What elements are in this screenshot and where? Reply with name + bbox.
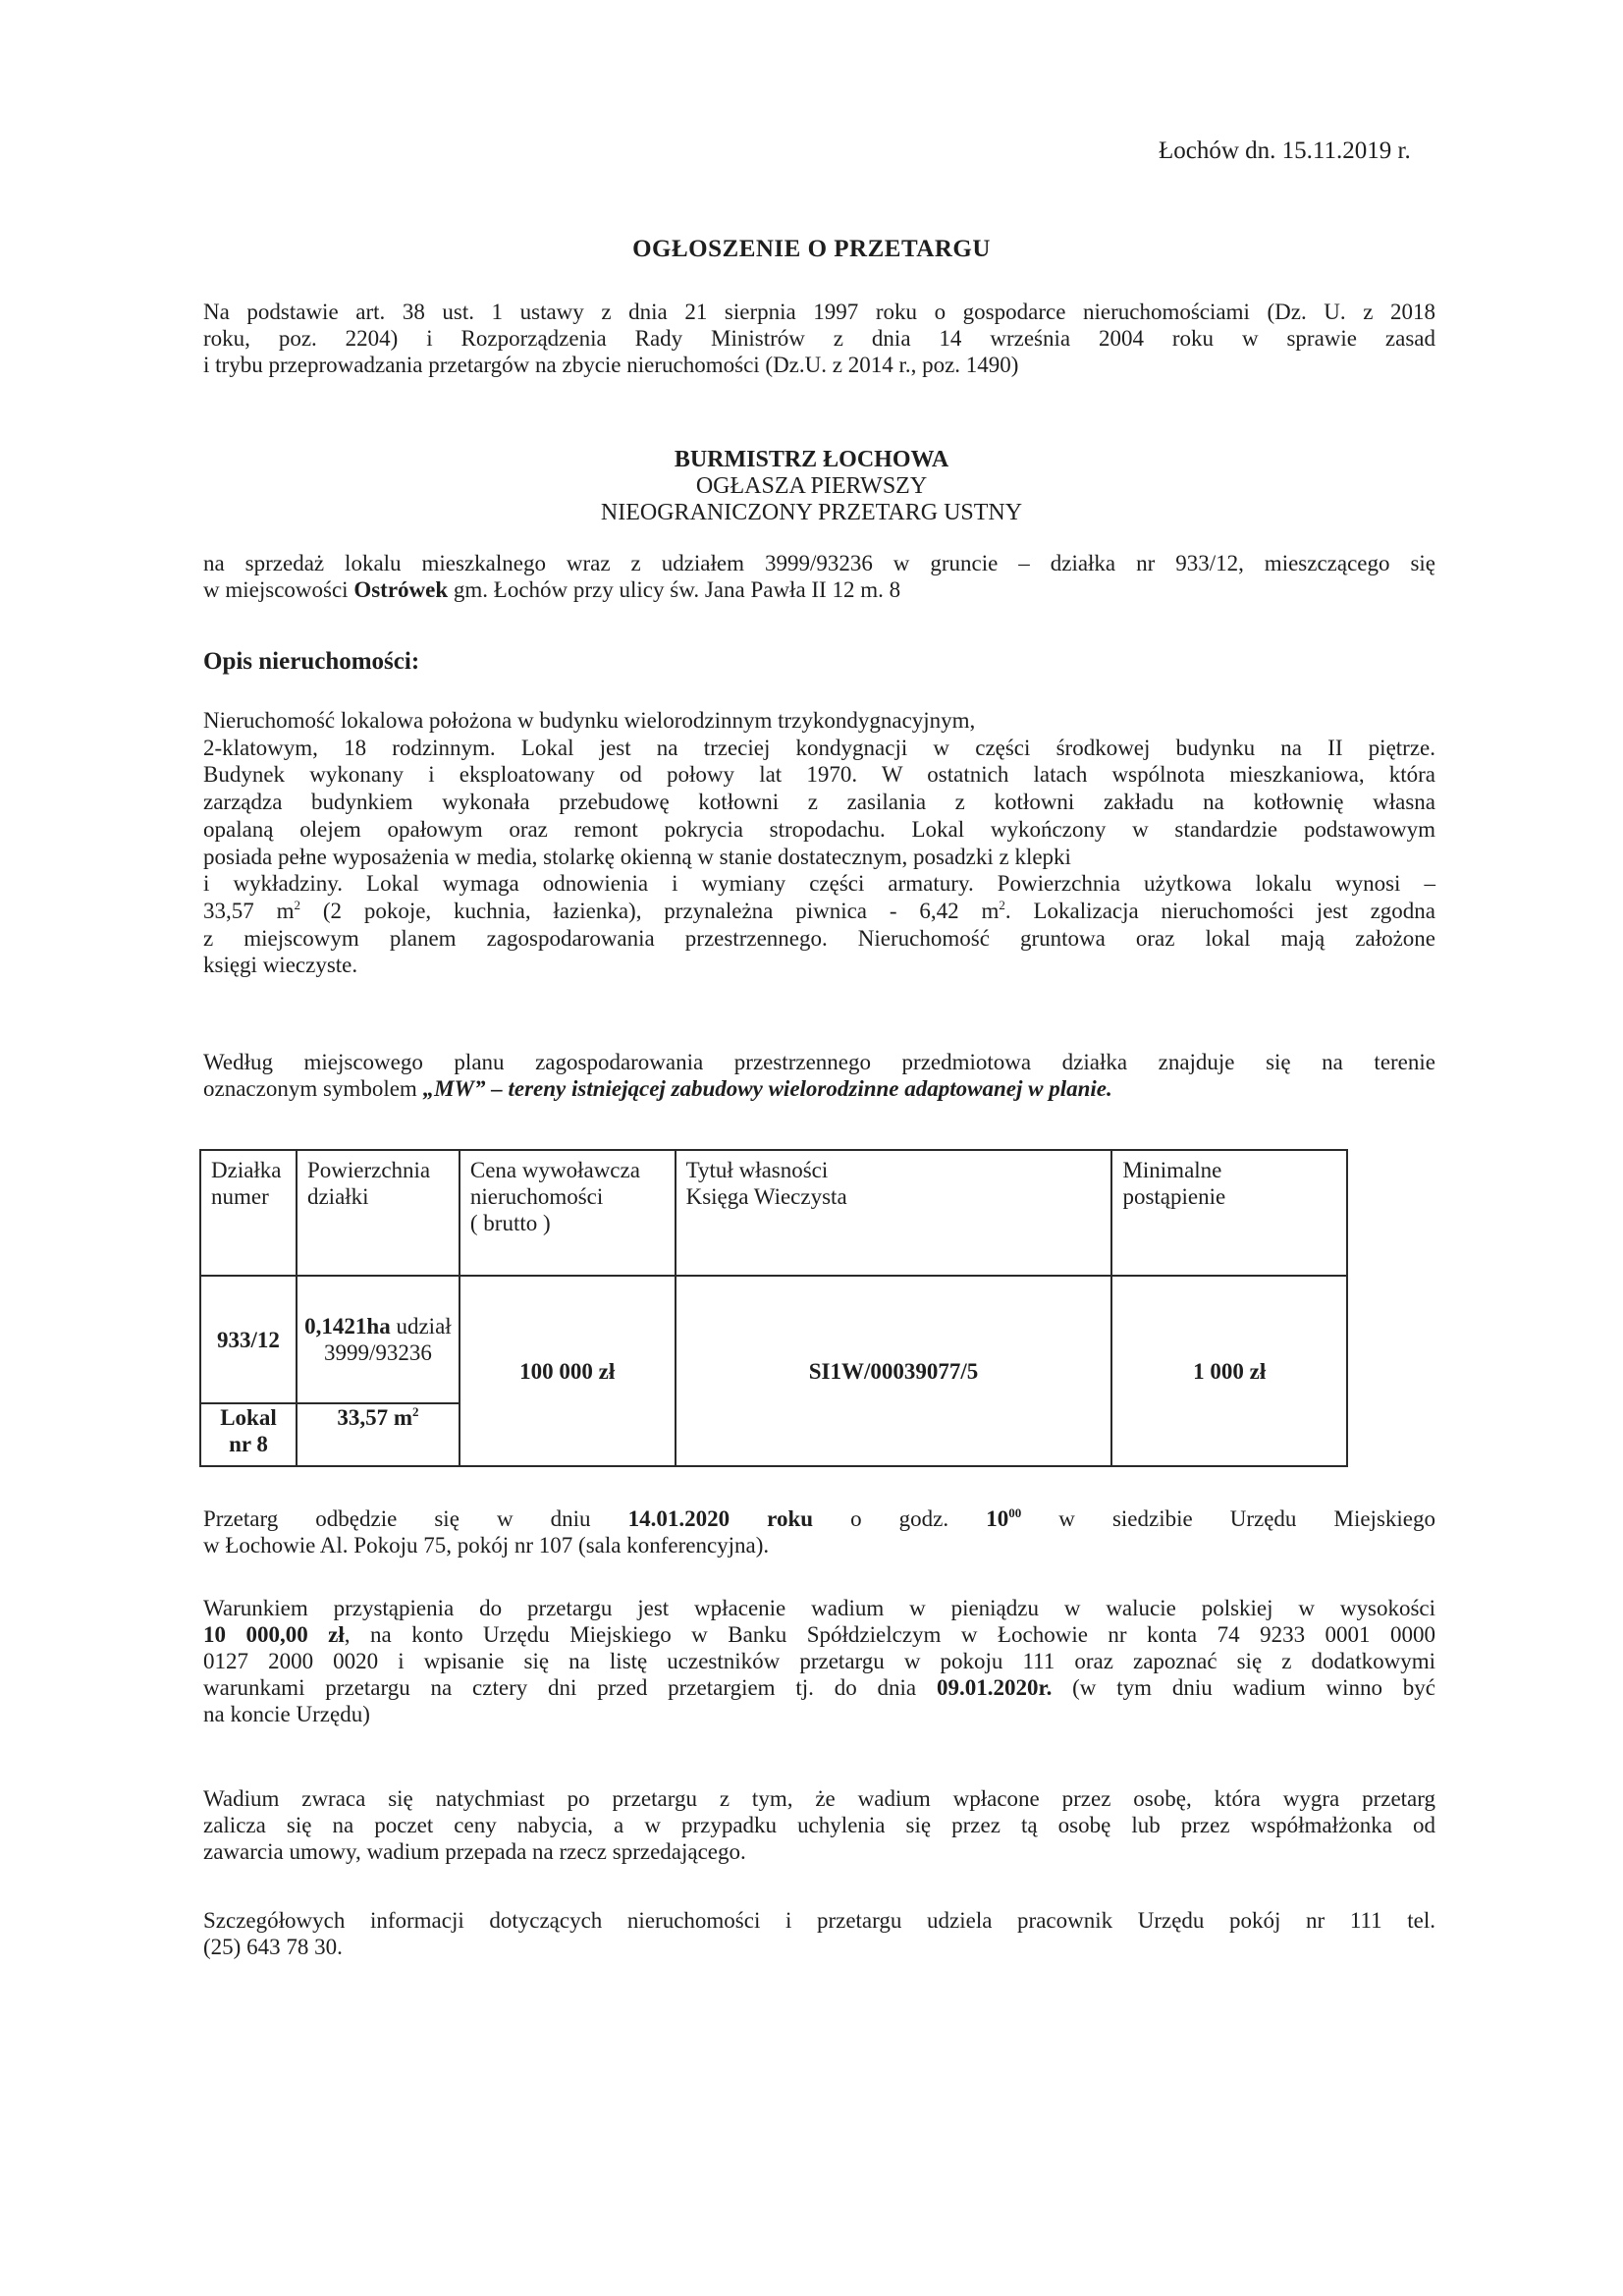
table-header-row [200,1150,1347,1276]
deposit-deadline: 09.01.2020r. [936,1675,1053,1700]
zoning-line: Według miejscowego planu zagospodarowania przestrzennego przedmiotowa działka znajduje się na terenie [203,1050,1435,1074]
area-share-label: udział [390,1314,452,1339]
header-text: Tytuł własności [685,1158,829,1182]
cell-plot-number: 933/12 [200,1276,297,1403]
cell-plot-area [297,1276,460,1403]
description-paragraph [203,707,1435,979]
deposit-line: na koncie Urzędu) [203,1702,370,1726]
header-text: Minimalne [1122,1158,1222,1182]
property-table [199,1149,1348,1467]
header-text: Cena wywoławcza [469,1158,640,1182]
header-text: Działka [211,1158,282,1182]
refund-line: zawarcia umowy, wadium przepada na rzecz sprzedającego. [203,1839,746,1864]
area-text: (2 pokoje, kuchnia, łazienka), przynależna piwnica - 6,42 m [299,898,1000,923]
description-line: i wykładziny. Lokal wymaga odnowienia i wymiany części armatury. Powierzchnia użytkowa lokalu wynosi – [203,871,1435,897]
header-plot-area [297,1150,460,1276]
header-text: postąpienie [1122,1184,1226,1209]
table-row [200,1276,1347,1403]
subject-paragraph [203,550,1435,603]
description-line: Nieruchomość lokalowa położona w budynku wielorodzinnym trzykondygnacyjnym, [203,708,976,733]
header-text: numer [211,1184,269,1209]
area-text: . Lokalizacja nieruchomości jest zgodna [1004,898,1435,923]
description-line: Budynek wykonany i eksploatowany od połowy lat 1970. W ostatnich latach wspólnota mieszkaniowa, która [203,762,1435,788]
deposit-line: 0127 2000 0020 i wpisanie się na listę uczestników przetargu w pokoju 111 oraz zapoznać się z dodatkowymi [203,1649,1435,1673]
zoning-symbol: „MW” – tereny istniejącej zabudowy wielorodzinne adaptowanej w planie. [422,1076,1112,1101]
deposit-text: , na konto Urzędu Miejskiego w Banku Spółdzielczym w Łochowie nr konta 74 9233 0001 0000 [344,1622,1436,1647]
auction-date: 14.01.2020 roku [627,1506,814,1531]
cell-min-increment: 1 000 zł [1111,1276,1347,1466]
auction-line: w Łochowie Al. Pokoju 75, pokój nr 107 (sala konferencyjna). [203,1533,770,1558]
cell-unit-number [200,1403,297,1466]
header-text: ( brutto ) [469,1211,551,1235]
unit-text: Lokal [220,1405,277,1430]
unit-area-value: 33,57 m [337,1405,412,1430]
description-area-line [203,898,1435,925]
description-line: opalaną olejem opałowym oraz remont pokrycia stropodachu. Lokal wykończony w standardzie podstawowym [203,816,1435,842]
subject-line: na sprzedaż lokalu mieszkalnego wraz z udziałem 3999/93236 w gruncie – działka nr 933/12, mieszczącego się [203,551,1435,575]
refund-line: Wadium zwraca się natychmiast po przetargu z tym, że wadium wpłacone przez osobę, która wygra przetarg [203,1786,1435,1811]
header-land-register [676,1150,1112,1276]
authority-name: BURMISTRZ ŁOCHOWA [674,447,949,472]
area-text: 33,57 m [203,898,295,923]
legal-basis-paragraph [203,299,1435,378]
contact-phone: (25) 643 78 30. [203,1935,343,1959]
superscript: 2 [412,1404,419,1419]
description-line: 2-klatowym, 18 rodzinnym. Lokal jest na trzeciej kondygnacji w części środkowej budynku na II piętrze. [203,735,1435,760]
zoning-line [203,1075,1435,1102]
header-text: nieruchomości [469,1184,604,1209]
legal-basis-line: roku, poz. 2204) i Rozporządzenia Rady Ministrów z dnia 14 września 2004 roku w sprawie zasad [203,326,1435,351]
auction-text: w siedzibie Urzędu Miejskiego [1021,1506,1435,1531]
description-line: zarządza budynkiem wykonała przebudowę kotłowni z zasilania z kotłowni zakładu na kotłownię własna [203,790,1435,815]
auction-type: NIEOGRANICZONY PRZETARG USTNY [600,500,1023,525]
header-text: działki [306,1184,369,1209]
deposit-text: warunkami przetargu na cztery dni przed przetargiem tj. do dnia [203,1675,937,1700]
zoning-paragraph [203,1049,1435,1102]
cell-unit-area [297,1403,460,1466]
refund-line: zalicza się na poczet ceny nabycia, a w przypadku uchylenia się przez tą osobę lub przez współmałżonka od [203,1813,1435,1837]
document-title: OGŁOSZENIE O PRZETARGU [632,236,991,262]
auction-date-paragraph [203,1505,1435,1558]
auction-text: Przetarg odbędzie się w dniu [203,1506,628,1531]
header-text: Powierzchnia [306,1158,431,1182]
cell-starting-price: 100 000 zł [460,1276,676,1466]
auction-text: o godz. [813,1506,987,1531]
deposit-line [203,1674,1435,1701]
header-text: Księga Wieczysta [685,1184,847,1209]
contact-paragraph [203,1907,1435,1960]
minutes-superscript: 00 [1008,1505,1022,1520]
cell-land-register: SI1W/00039077/5 [676,1276,1112,1466]
description-heading: Opis nieruchomości: [203,648,420,675]
superscript: 2 [999,897,1005,912]
auction-line [203,1505,1435,1532]
header-starting-price [460,1150,676,1276]
deposit-paragraph [203,1595,1435,1727]
subject-text: gm. Łochów przy ulicy św. Jana Pawła II 12 m. 8 [448,577,901,602]
unit-text: nr 8 [229,1432,268,1456]
superscript: 2 [294,897,300,912]
contact-line: Szczegółowych informacji dotyczących nieruchomości i przetargu udziela pracownik Urzędu pokój nr 111 tel. [203,1908,1435,1933]
deposit-line [203,1621,1435,1648]
description-line: posiada pełne wyposażenia w media, stolarkę okienną w stanie dostatecznym, posadzki z klepki [203,844,1071,869]
description-line: z miejscowym planem zagospodarowania przestrzennego. Nieruchomość gruntowa oraz lokal mają założone [203,925,1435,951]
subject-text: w miejscowości [203,577,354,602]
header-min-increment [1111,1150,1347,1276]
refund-paragraph [203,1785,1435,1865]
legal-basis-line: i trybu przeprowadzania przetargów na zbycie nieruchomości (Dz.U. z 2014 r., poz. 1490) [203,353,1019,377]
authority-announces: OGŁASZA PIERWSZY [695,473,928,499]
deposit-line: Warunkiem przystąpienia do przetargu jest wpłacenie wadium w pieniądzu w walucie polskiej w wysokości [203,1596,1435,1620]
subject-line [203,576,1435,603]
authority-block [0,447,1623,526]
share-value: 3999/93236 [323,1340,432,1365]
locality-name: Ostrówek [353,577,449,602]
legal-basis-line: Na podstawie art. 38 ust. 1 ustawy z dnia 21 sierpnia 1997 roku o gospodarce nieruchomościami (Dz. U. z 2018 [203,300,1435,324]
header-plot-number [200,1150,297,1276]
area-value: 0,1421ha [304,1314,391,1339]
deposit-amount: 10 000,00 zł [203,1622,345,1647]
hour-value: 10 [986,1506,1009,1531]
description-line: księgi wieczyste. [203,953,358,978]
place-date: Łochów dn. 15.11.2019 r. [1159,137,1411,164]
deposit-text: (w tym dniu wadium winno być [1052,1675,1435,1700]
zoning-text: oznaczonym symbolem [203,1076,423,1101]
auction-hour [986,1506,1021,1531]
